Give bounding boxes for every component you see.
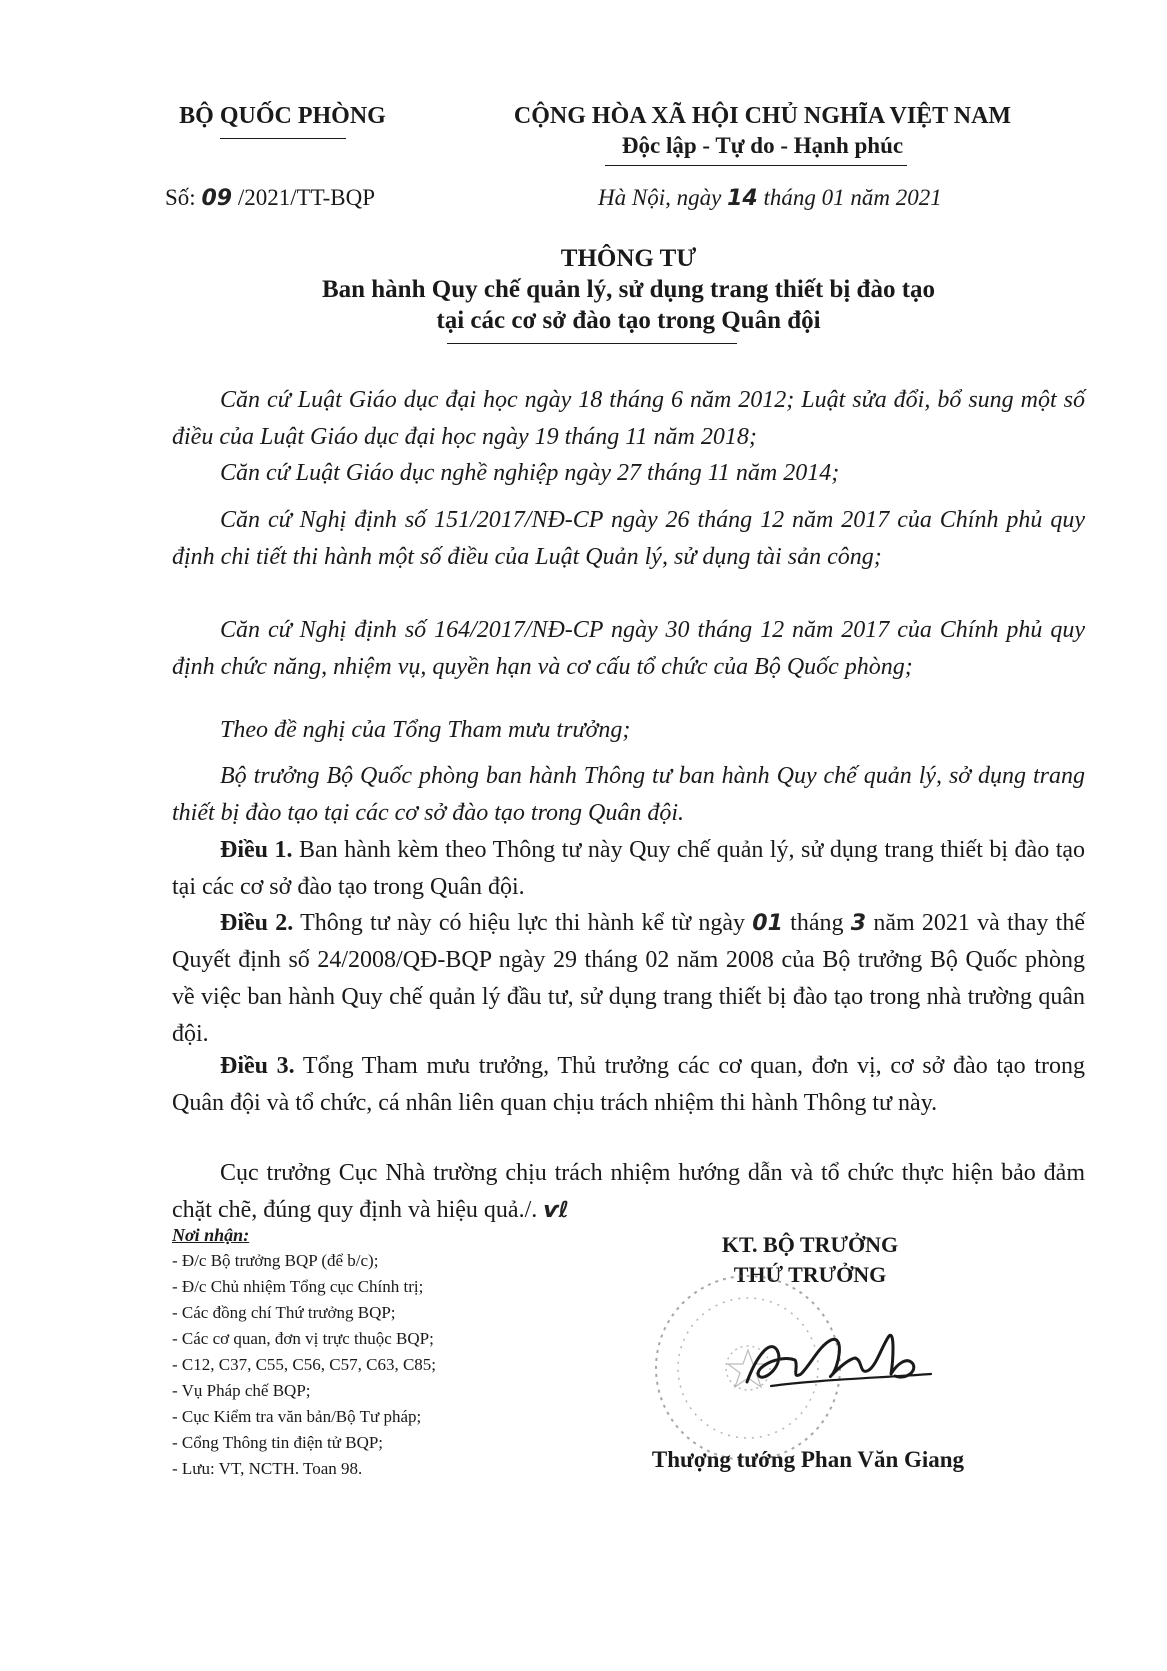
closing-text: Cục trưởng Cục Nhà trường chịu trách nhiệm hướng dẫn và tổ chức thực hiện bảo đảm chặt chẽ, đúng quy định và hiệu quả./. <box>172 1160 1085 1223</box>
recipients-heading: Nơi nhận: <box>172 1225 250 1245</box>
article-1-text: Ban hành kèm theo Thông tư này Quy chế quản lý, sử dụng trang thiết bị đào tạo tại các cơ sở đào tạo trong Quân đội. <box>172 837 1086 900</box>
article-2-day-handwritten: 01 <box>752 911 783 936</box>
article-3-label: Điều 3. <box>220 1053 295 1079</box>
preamble-1: Căn cứ Luật Giáo dục đại học ngày 18 tháng 6 năm 2012; Luật sửa đổi, bổ sung một số điều của Luật Giáo dục đại học ngày 19 tháng 11 năm 2018; <box>172 387 1085 450</box>
closing-initials: ѵℓ <box>543 1198 569 1223</box>
agency-underline <box>220 138 346 139</box>
document-date <box>598 185 942 211</box>
signature-title-2: THỨ TRƯỞNG <box>733 1262 887 1287</box>
recipient-item: - Cục Kiểm tra văn bản/Bộ Tư pháp; <box>172 1407 422 1426</box>
article-2-label: Điều 2. <box>220 910 294 936</box>
date-prefix: Hà Nội, ngày <box>598 185 722 210</box>
date-suffix: tháng 01 năm 2021 <box>763 185 942 210</box>
document-type: THÔNG TƯ <box>560 245 697 272</box>
signature-handwriting <box>735 1320 935 1400</box>
motto: Độc lập - Tự do - Hạnh phúc <box>621 133 904 158</box>
article-3-text: Tổng Tham mưu trưởng, Thủ trưởng các cơ quan, đơn vị, cơ sở đào tạo trong Quân đội và tổ chức, cá nhân liên quan chịu trách nhiệm thi hành Thông tư này. <box>172 1053 1085 1116</box>
article-2-text-b: tháng <box>790 910 844 936</box>
recipient-item: - Lưu: VT, NCTH. Toan 98. <box>172 1459 363 1478</box>
article-2-month-handwritten: 3 <box>850 911 867 936</box>
preamble-3: Căn cứ Nghị định số 151/2017/NĐ-CP ngày 26 tháng 12 năm 2017 của Chính phủ quy định chi tiết thi hành một số điều của Luật Quản lý, sử dụng tài sản công; <box>172 507 1085 570</box>
article-1-label: Điều 1. <box>220 837 293 863</box>
title-underline <box>447 343 737 344</box>
recipient-item: - Các cơ quan, đơn vị trực thuộc BQP; <box>172 1329 434 1348</box>
country-name: CỘNG HÒA XÃ HỘI CHỦ NGHĨA VIỆT NAM <box>513 103 1012 129</box>
recipient-item: - Đ/c Bộ trưởng BQP (để b/c); <box>172 1251 379 1270</box>
number-handwritten: 09 <box>201 186 233 211</box>
number-suffix: /2021/TT-BQP <box>237 185 375 210</box>
article-2-text-c: năm 2021 và thay thế Quyết định số 24/2008/QĐ-BQP ngày 29 tháng 02 năm 2008 của Bộ trưởng Bộ Quốc phòng về việc ban hành Quy chế quản lý đầu tư, sử dụng trang thiết bị đào tạo trong nhà trường quân đội. <box>172 910 1085 1047</box>
recipient-item: - Vụ Pháp chế BQP; <box>172 1381 311 1400</box>
signer-name: Thượng tướng Phan Văn Giang <box>651 1447 965 1472</box>
date-day-handwritten: 14 <box>727 186 758 211</box>
article-1 <box>172 832 1085 906</box>
preamble-5: Theo đề nghị của Tổng Tham mưu trưởng; <box>220 717 631 743</box>
recipient-item: - Các đồng chí Thứ trưởng BQP; <box>172 1303 396 1322</box>
recipient-item: - C12, C37, C55, C56, C57, C63, C85; <box>172 1355 437 1374</box>
recipient-item: - Cổng Thông tin điện tử BQP; <box>172 1433 384 1452</box>
preamble-6: Bộ trưởng Bộ Quốc phòng ban hành Thông tư ban hành Quy chế quản lý, sở dụng trang thiết bị đào tạo tại các cơ sở đào tạo trong Quân đội. <box>172 763 1085 826</box>
motto-underline <box>605 165 907 166</box>
recipient-item: - Đ/c Chủ nhiệm Tổng cục Chính trị; <box>172 1277 424 1296</box>
closing-paragraph <box>172 1155 1085 1229</box>
article-2-text-a: Thông tư này có hiệu lực thi hành kể từ ngày <box>300 910 745 936</box>
preamble-4: Căn cứ Nghị định số 164/2017/NĐ-CP ngày 30 tháng 12 năm 2017 của Chính phủ quy định chức năng, nhiệm vụ, quyền hạn và cơ cấu tổ chức của Bộ Quốc phòng; <box>172 617 1085 680</box>
article-2 <box>172 905 1085 1053</box>
title-line-2: tại các cơ sở đào tạo trong Quân đội <box>436 307 821 334</box>
document-number <box>165 185 375 211</box>
preamble-2: Căn cứ Luật Giáo dục nghề nghiệp ngày 27 tháng 11 năm 2014; <box>220 460 840 486</box>
title-line-1: Ban hành Quy chế quản lý, sử dụng trang thiết bị đào tạo <box>321 276 936 303</box>
article-3 <box>172 1048 1085 1122</box>
number-prefix: Số: <box>165 185 196 210</box>
agency-name: BỘ QUỐC PHÒNG <box>179 103 386 129</box>
signature-title-1: KT. BỘ TRƯỞNG <box>721 1232 899 1257</box>
recipients-block <box>172 1222 642 1482</box>
